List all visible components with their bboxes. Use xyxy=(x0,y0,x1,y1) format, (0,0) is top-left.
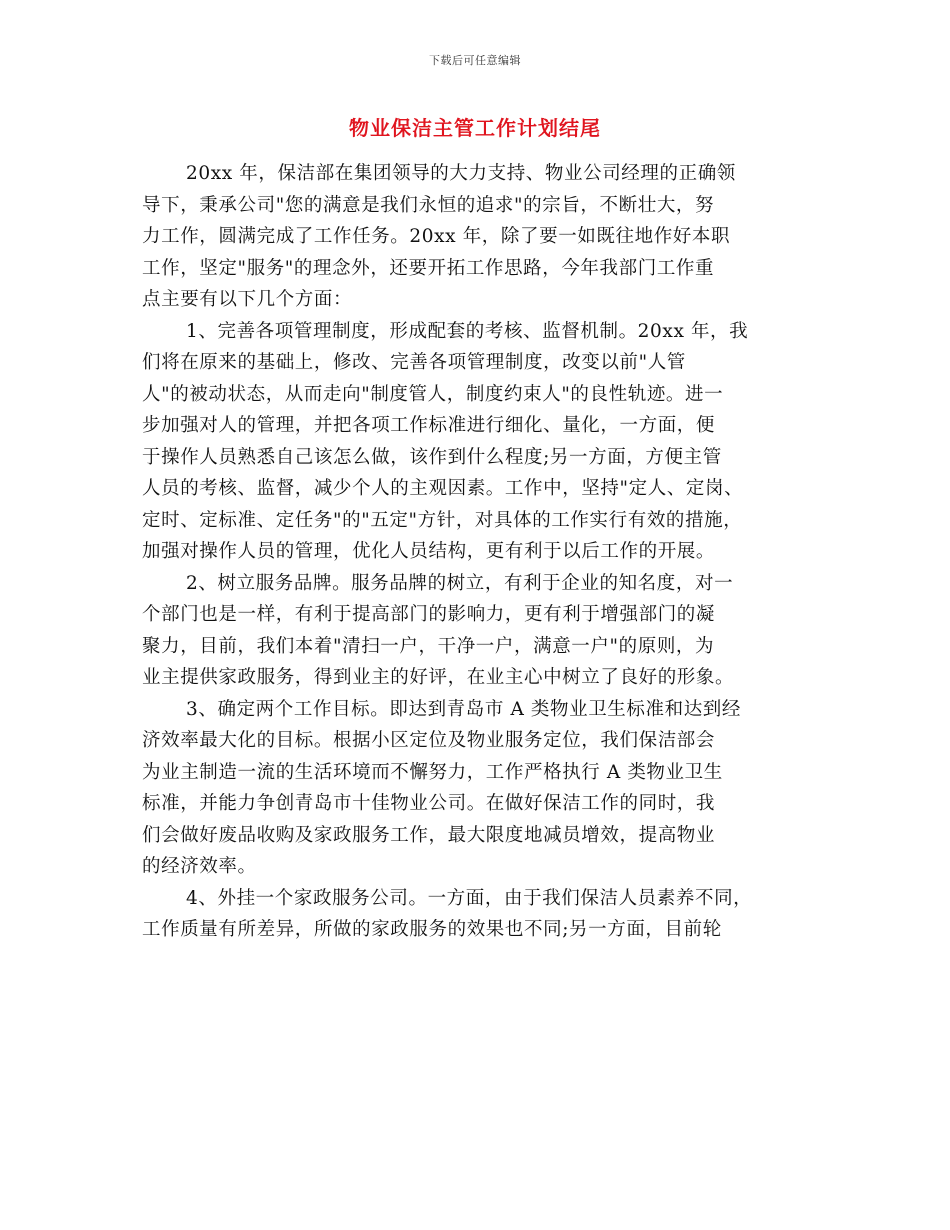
text-line: 济效率最大化的目标。根据小区定位及物业服务定位，我们保洁部会 xyxy=(142,730,716,751)
text-line: 标准，并能力争创青岛市十佳物业公司。在做好保洁工作的同时，我 xyxy=(142,793,716,814)
paragraph-item-4 xyxy=(142,883,822,946)
text-line: 3、确定两个工作目标。即达到青岛市 A 类物业卫生标准和达到经 xyxy=(186,698,741,720)
document-title: 物业保洁主管工作计划结尾 xyxy=(349,116,601,140)
text-line: 20xx 年，保洁部在集团领导的大力支持、物业公司经理的正确领 xyxy=(186,163,736,184)
text-line: 4、外挂一个家政服务公司。一方面，由于我们保洁人员素养不同， xyxy=(186,887,753,909)
text-line: 于操作人员熟悉自己该怎么做，该作到什么程度;另一方面，方便主管 xyxy=(142,446,722,468)
text-line: 步加强对人的管理，并把各项工作标准进行细化、量化，一方面，便 xyxy=(142,415,716,436)
paragraph-item-2 xyxy=(142,568,822,694)
text-line: 点主要有以下几个方面： xyxy=(142,289,353,310)
text-line: 人"的被动状态，从而走向"制度管人，制度约束人"的良性轨迹。进一 xyxy=(142,383,724,405)
document-body xyxy=(142,158,822,946)
text-line: 的经济效率。 xyxy=(142,856,257,877)
header-note: 下载后可任意编辑 xyxy=(429,54,521,67)
text-line: 力工作，圆满完成了工作任务。20xx 年，除了要一如既往地作好本职 xyxy=(142,226,731,247)
text-line: 们会做好废品收购及家政服务工作，最大限度地减员增效，提高物业 xyxy=(142,824,716,846)
text-line: 业主提供家政服务，得到业主的好评，在业主心中树立了良好的形象。 xyxy=(142,667,735,688)
text-line: 工作质量有所差异，所做的家政服务的效果也不同;另一方面，目前轮 xyxy=(142,919,722,940)
text-line: 人员的考核、监督，减少个人的主观因素。工作中，坚持"定人、定岗、 xyxy=(142,478,744,499)
text-line: 为业主制造一流的生活环境而不懈努力，工作严格执行 A 类物业卫生 xyxy=(142,761,723,783)
text-line: 们将在原来的基础上，修改、完善各项管理制度，改变以前"人管 xyxy=(142,352,686,373)
text-line: 1、完善各项管理制度，形成配套的考核、监督机制。20xx 年，我 xyxy=(186,320,749,342)
text-line: 定时、定标准、定任务"的"五定"方针，对具体的工作实行有效的措施， xyxy=(142,509,743,531)
text-line: 2、树立服务品牌。服务品牌的树立，有利于企业的知名度，对一 xyxy=(186,572,734,594)
paragraph-intro xyxy=(142,158,822,316)
text-line: 导下，秉承公司"您的满意是我们永恒的追求"的宗旨，不断壮大，努 xyxy=(142,194,715,216)
text-line: 个部门也是一样，有利于提高部门的影响力，更有利于增强部门的凝 xyxy=(142,604,716,625)
text-line: 加强对操作人员的管理，优化人员结构，更有利于以后工作的开展。 xyxy=(142,541,716,562)
text-line: 聚力，目前，我们本着"清扫一户，干净一户，满意一户"的原则，为 xyxy=(142,635,715,657)
paragraph-item-1 xyxy=(142,316,822,568)
paragraph-item-3 xyxy=(142,694,822,883)
text-line: 工作，坚定"服务"的理念外，还要开拓工作思路，今年我部门工作重 xyxy=(142,257,715,279)
